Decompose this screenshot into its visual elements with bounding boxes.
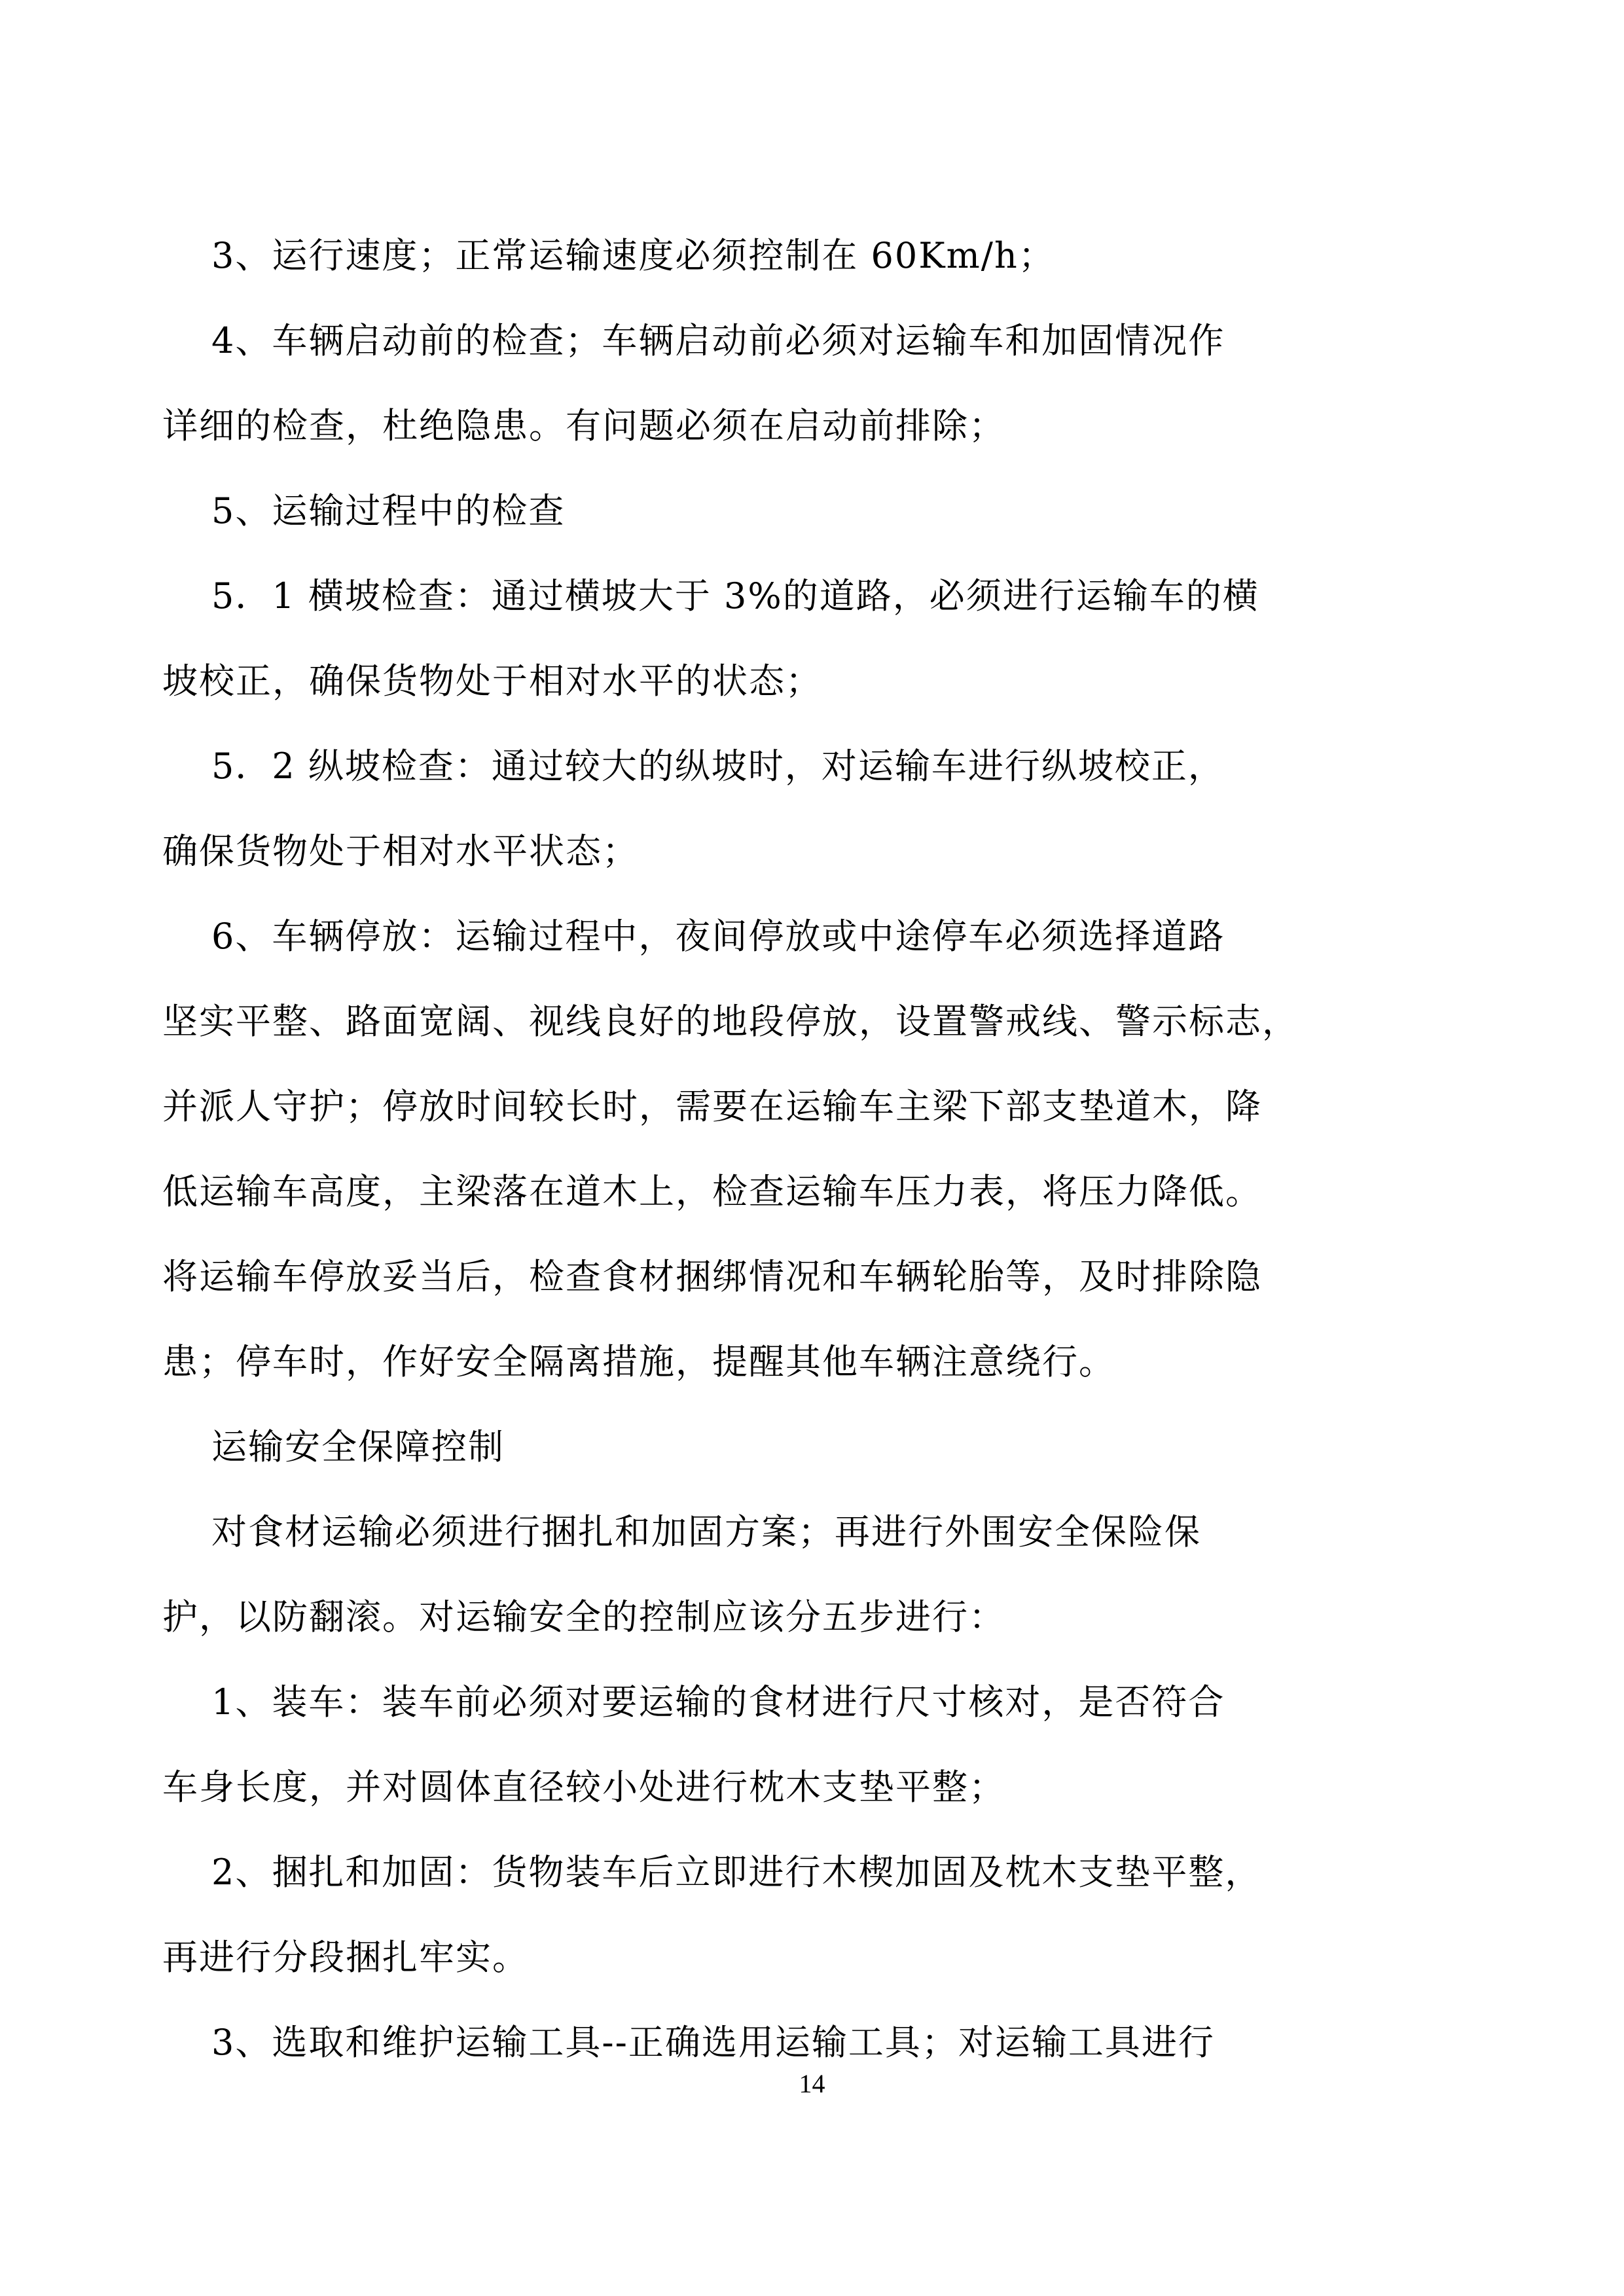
text-line: 低运输车高度，主梁落在道木上，检查运输车压力表，将压力降低。 (162, 1171, 1262, 1212)
text-line-tools: 3、选取和维护运输工具--正确选用运输工具；对运输工具进行 (211, 2022, 1215, 2063)
section-heading-safety-control: 运输安全保障控制 (211, 1426, 505, 1467)
text-line-safety-intro: 对食材运输必须进行捆扎和加固方案；再进行外围安全保险保 (211, 1511, 1201, 1552)
text-line-parking: 6、车辆停放：运输过程中，夜间停放或中途停车必须选择道路 (211, 916, 1225, 957)
text-line-longitudinal-slope: 5．2 纵坡检查：通过较大的纵坡时，对运输车进行纵坡校正， (211, 745, 1225, 787)
text-line-transport-check-heading: 5、运输过程中的检查 (211, 490, 566, 531)
text-line-loading: 1、装车：装车前必须对要运输的食材进行尺寸核对，是否符合 (211, 1681, 1225, 1723)
text-line: 将运输车停放妥当后，检查食材捆绑情况和车辆轮胎等，及时排除隐 (162, 1256, 1262, 1297)
text-line: 并派人守护；停放时间较长时，需要在运输车主梁下部支垫道木，降 (162, 1086, 1262, 1127)
text-line: 确保货物处于相对水平状态； (162, 831, 639, 872)
text-line: 坚实平整、路面宽阔、视线良好的地段停放，设置警戒线、警示标志， (162, 1001, 1299, 1042)
text-line-speed: 3、运行速度；正常运输速度必须控制在 60Km/h； (211, 235, 1055, 276)
text-line: 坡校正，确保货物处于相对水平的状态； (162, 660, 822, 702)
text-line: 患；停车时，作好安全隔离措施，提醒其他车辆注意绕行。 (162, 1341, 1115, 1382)
text-line: 再进行分段捆扎牢实。 (162, 1937, 529, 1978)
page-number: 14 (799, 2069, 825, 2098)
text-line-cross-slope: 5．1 横坡检查：通过横坡大于 3%的道路，必须进行运输车的横 (211, 575, 1259, 617)
body-text (162, 213, 1380, 2085)
text-line: 护，以防翻滚。对运输安全的控制应该分五步进行： (162, 1596, 1005, 1638)
text-line-binding: 2、捆扎和加固：货物装车后立即进行木楔加固及枕木支垫平整， (211, 1852, 1262, 1893)
text-line: 详细的检查，杜绝隐患。有问题必须在启动前排除； (162, 405, 1005, 446)
text-line-startup-check: 4、车辆启动前的检查；车辆启动前必须对运输车和加固情况作 (211, 320, 1225, 361)
text-line: 车身长度，并对圆体直径较小处进行枕木支垫平整； (162, 1767, 1005, 1808)
